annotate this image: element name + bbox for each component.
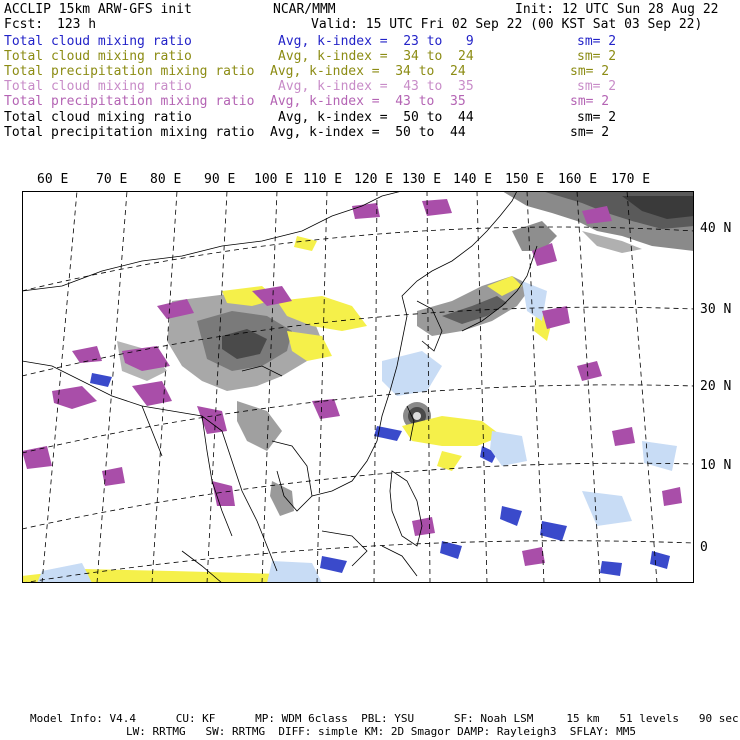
lon-label-80e: 80 E	[150, 172, 182, 187]
lat-label-0: 0	[700, 540, 708, 555]
legend-stat-6: Avg, k-index = 50 to 44	[278, 110, 474, 125]
lon-label-70e: 70 E	[96, 172, 128, 187]
legend-name-7: Total precipitation mixing ratio	[4, 125, 255, 140]
lon-label-170e: 170 E	[611, 172, 651, 187]
model-info-line2: LW: RRTMG SW: RRTMG DIFF: simple KM: 2D Smagor DAMP: Rayleigh3 SFLAY: MM5	[126, 725, 636, 738]
lon-label-90e: 90 E	[204, 172, 236, 187]
legend-sm-2: sm= 2	[577, 49, 617, 64]
lon-label-110e: 110 E	[303, 172, 343, 187]
legend-name-1: Total cloud mixing ratio	[4, 34, 192, 49]
legend-name-4: Total cloud mixing ratio	[4, 79, 192, 94]
lon-label-130e: 130 E	[402, 172, 442, 187]
legend-sm-5: sm= 2	[570, 94, 610, 109]
legend-sm-1: sm= 2	[577, 34, 617, 49]
legend-stat-5: Avg, k-index = 43 to 35	[270, 94, 466, 109]
lon-label-120e: 120 E	[354, 172, 394, 187]
lon-label-100e: 100 E	[254, 172, 294, 187]
org-label: NCAR/MMM	[273, 2, 336, 17]
legend-name-5: Total precipitation mixing ratio	[4, 94, 255, 109]
legend-stat-4: Avg, k-index = 43 to 35	[278, 79, 474, 94]
lat-label-20n: 20 N	[700, 379, 732, 394]
lon-label-150e: 150 E	[505, 172, 545, 187]
legend-name-3: Total precipitation mixing ratio	[4, 64, 255, 79]
legend-sm-7: sm= 2	[570, 125, 610, 140]
lat-label-40n: 40 N	[700, 221, 732, 236]
forecast-hour: 123 h	[57, 17, 97, 32]
lon-label-60e: 60 E	[37, 172, 69, 187]
legend-stat-2: Avg, k-index = 34 to 24	[278, 49, 474, 64]
legend-sm-3: sm= 2	[570, 64, 610, 79]
legend-name-6: Total cloud mixing ratio	[4, 110, 192, 125]
legend-stat-3: Avg, k-index = 34 to 24	[270, 64, 466, 79]
lat-label-10n: 10 N	[700, 458, 732, 473]
init-time: Init: 12 UTC Sun 28 Aug 22	[515, 2, 719, 17]
lon-label-160e: 160 E	[558, 172, 598, 187]
legend-sm-6: sm= 2	[577, 110, 617, 125]
forecast-label: Fcst:	[4, 17, 44, 32]
map-panel	[22, 191, 694, 583]
model-title: ACCLIP 15km ARW-GFS init	[4, 2, 192, 17]
lon-label-140e: 140 E	[453, 172, 493, 187]
lat-label-30n: 30 N	[700, 302, 732, 317]
legend-stat-1: Avg, k-index = 23 to 9	[278, 34, 474, 49]
model-info-line1: Model Info: V4.4 CU: KF MP: WDM 6class PBL: YSU SF: Noah LSM 15 km 51 levels 90 sec	[30, 712, 739, 725]
legend-name-2: Total cloud mixing ratio	[4, 49, 192, 64]
valid-time: Valid: 15 UTC Fri 02 Sep 22 (00 KST Sat 03 Sep 22)	[311, 17, 703, 32]
legend-stat-7: Avg, k-index = 50 to 44	[270, 125, 466, 140]
legend-sm-4: sm= 2	[577, 79, 617, 94]
